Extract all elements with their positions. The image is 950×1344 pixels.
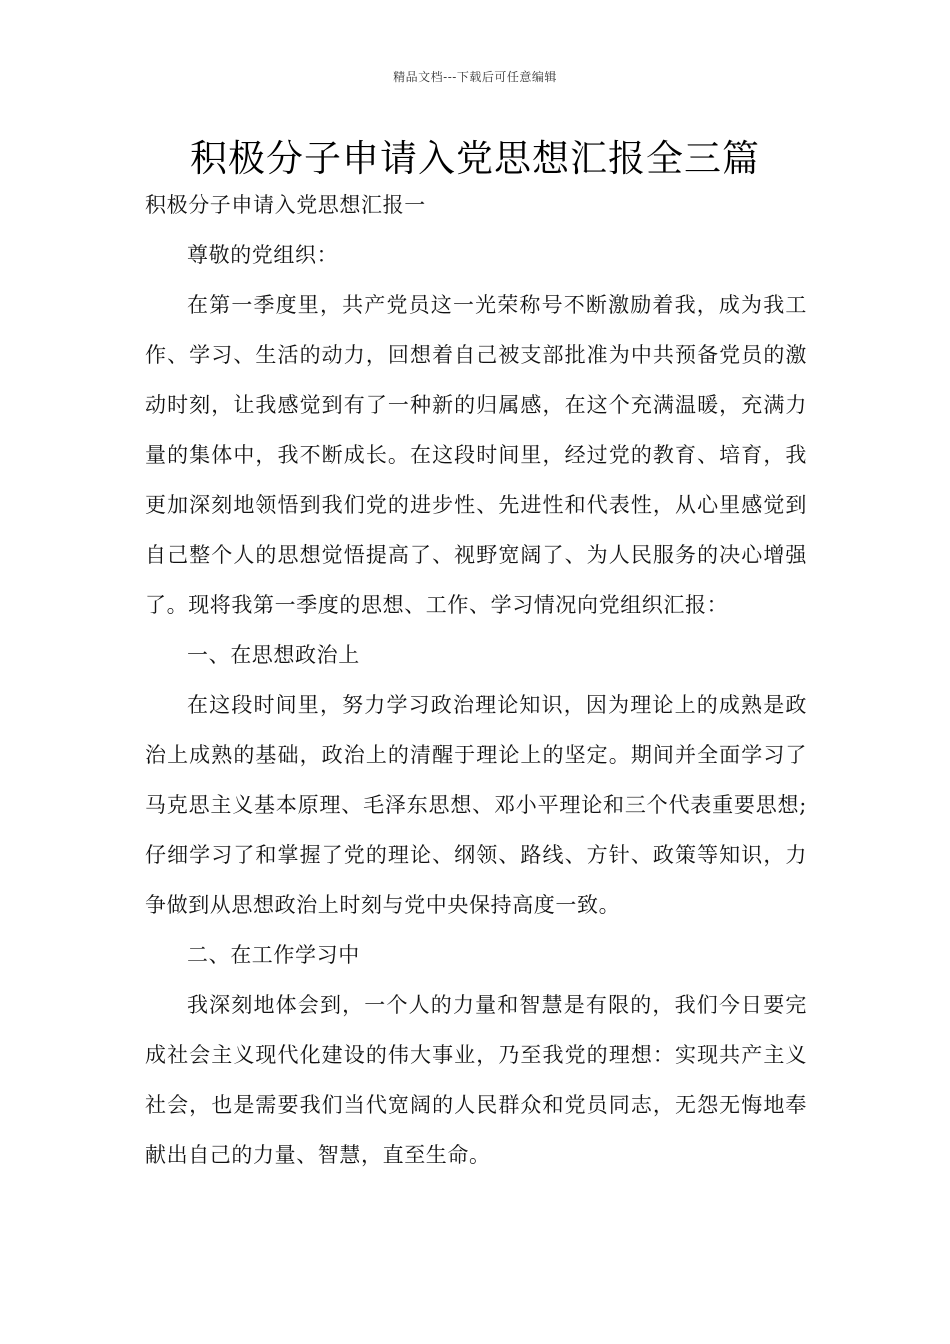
document-title: 积极分子申请入党思想汇报全三篇 [190, 137, 760, 180]
paragraph-work-study: 我深刻地体会到，一个人的力量和智慧是有限的，我们今日要完成社会主义现代化建设的伟大事业，乃至我党的理想：实现共产主义社会，也是需要我们当代宽阔的人民群众和党员同志，无怨无悔地奉献出自己的力量、智慧，直至生命。 [145, 993, 807, 1167]
paragraph-intro: 在第一季度里，共产党员这一光荣称号不断激励着我，成为我工作、学习、生活的动力，回想着自己被支部批准为中共预备党员的激动时刻，让我感觉到有了一种新的归属感，在这个充满温暖，充满力量的集体中，我不断成长。在这段时间里，经过党的教育、培育，我更加深刻地领悟到我们党的进步性、先进性和代表性，从心里感觉到自己整个人的思想觉悟提高了、视野宽阔了、为人民服务的决心增强了。现将我第一季度的思想、工作、学习情况向党组织汇报： [145, 293, 807, 617]
header-note: 精品文档---下载后可任意编辑 [393, 70, 557, 84]
paragraph-politics: 在这段时间里，努力学习政治理论知识，因为理论上的成熟是政治上成熟的基础，政治上的清醒于理论上的坚定。期间并全面学习了马克思主义基本原理、毛泽东思想、邓小平理论和三个代表重要思想;仔细学习了和掌握了党的理论、纲领、路线、方针、政策等知识，力争做到从思想政治上时刻与党中央保持高度一致。 [145, 693, 807, 917]
salutation: 尊敬的党组织： [187, 243, 339, 267]
subheading-work-study: 二、在工作学习中 [187, 943, 360, 967]
document-body [145, 180, 807, 1180]
section-heading: 积极分子申请入党思想汇报一 [145, 193, 426, 217]
subheading-politics: 一、在思想政治上 [187, 643, 360, 667]
